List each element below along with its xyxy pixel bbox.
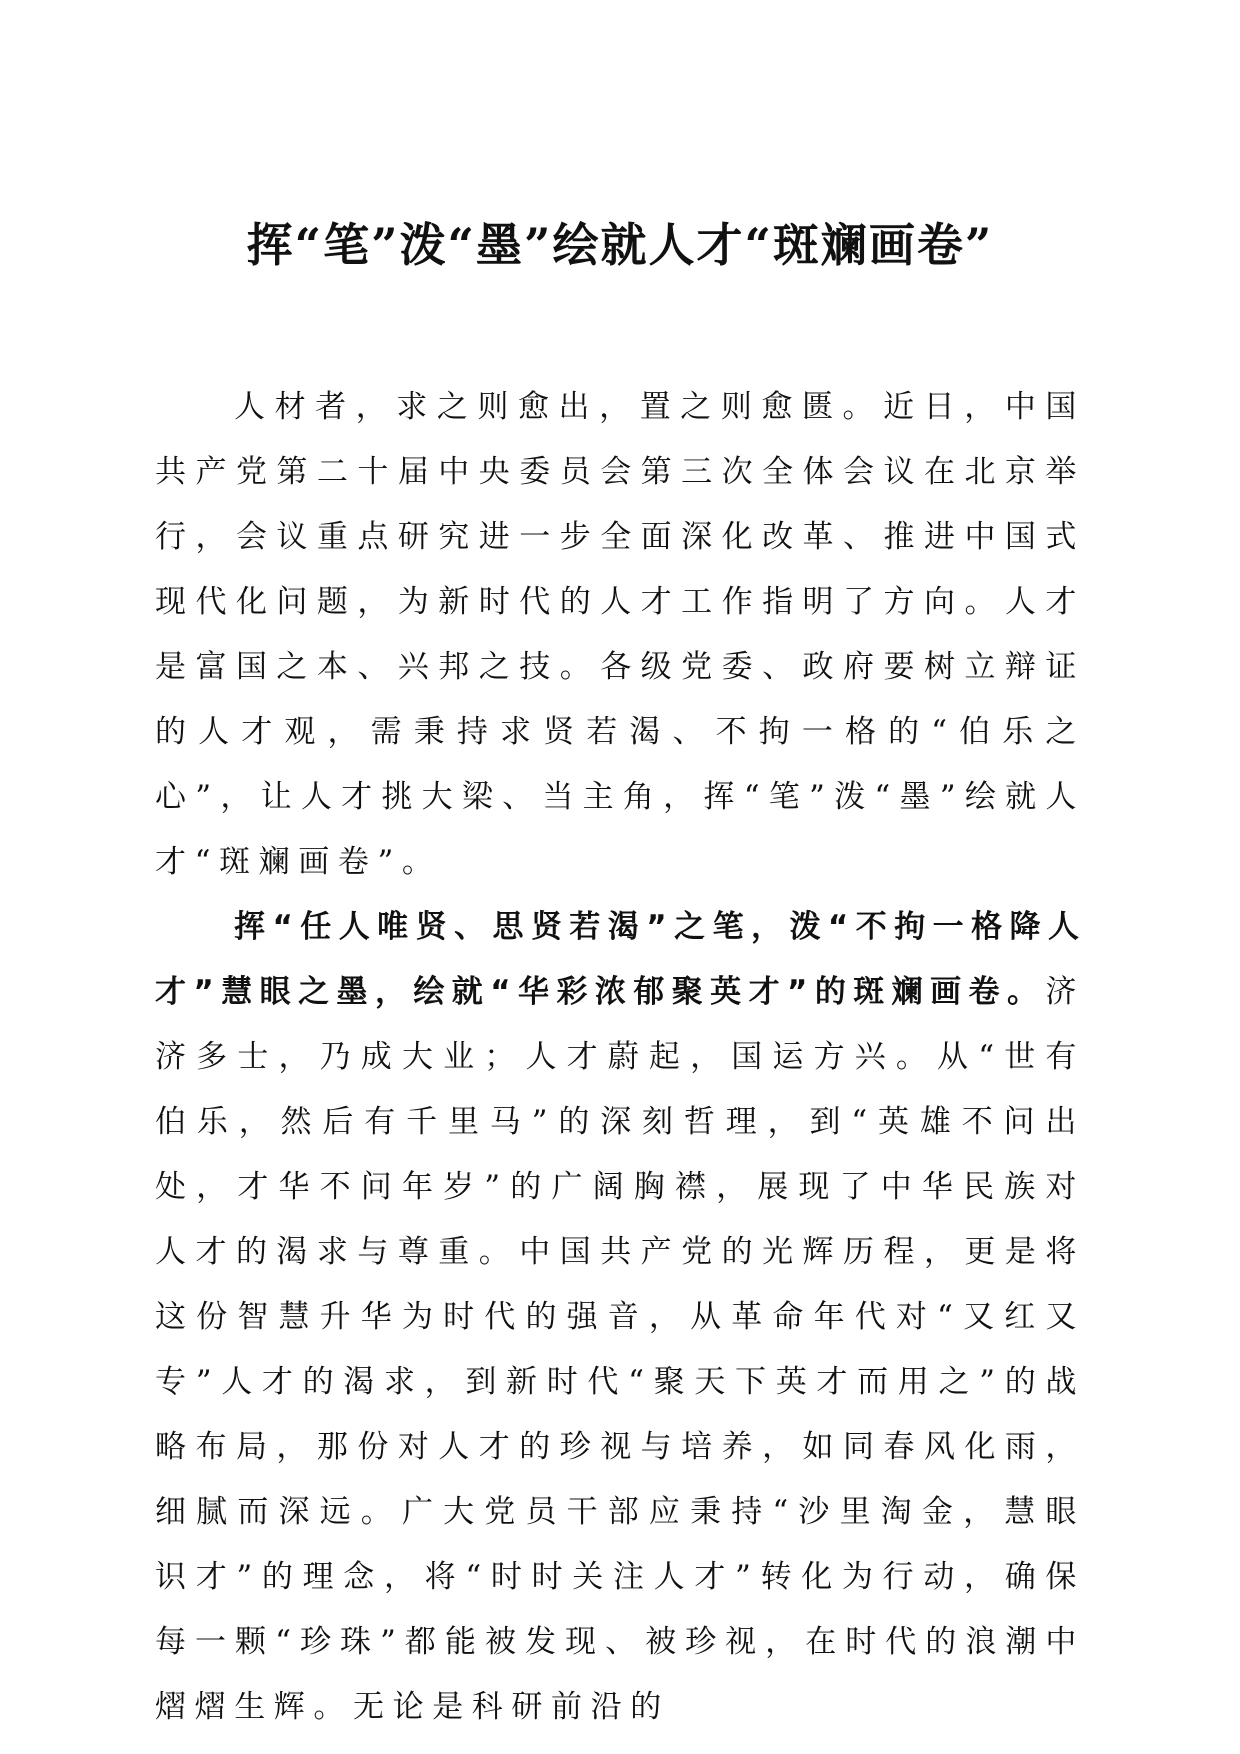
document-title: 挥“笔”泼“墨”绘就人才“斑斓画卷” xyxy=(246,218,994,272)
paragraph-second xyxy=(155,895,1085,1740)
paragraph-intro: 人材者，求之则愈出，置之则愈匮。近日，中国共产党第二十届中央委员会第三次全体会议在北京举行，会议重点研究进一步全面深化改革、推进中国式现代化问题，为新时代的人才工作指明了方向。人才是富国之本、兴邦之技。各级党委、政府要树立辩证的人才观，需秉持求贤若渴、不拘一格的“伯乐之心”，让人才挑大梁、当主角，挥“笔”泼“墨”绘就人才“斑斓画卷”。 xyxy=(155,389,1085,880)
document-body xyxy=(155,375,1085,1740)
paragraph-lead-sentence: 挥“任人唯贤、思贤若渴”之笔，泼“不拘一格降人才”慧眼之墨，绘就“华彩浓郁聚英才”的斑斓画卷。 xyxy=(155,909,1085,1010)
paragraph-second-text: 济济多士，乃成大业；人才蔚起，国运方兴。从“世有伯乐，然后有千里马”的深刻哲理，到“英雄不问出处，才华不问年岁”的广阔胸襟，展现了中华民族对人才的渴求与尊重。中国共产党的光辉历程，更是将这份智慧升华为时代的强音，从革命年代对“又红又专”人才的渴求，到新时代“聚天下英才而用之”的战略布局，那份对人才的珍视与培养，如同春风化雨，细腻而深远。广大党员干部应秉持“沙里淘金，慧眼识才”的理念，将“时时关注人才”转化为行动，确保每一颗“珍珠”都能被发现、被珍视，在时代的浪潮中熠熠生辉。无论是科研前沿的 xyxy=(155,974,1085,1725)
